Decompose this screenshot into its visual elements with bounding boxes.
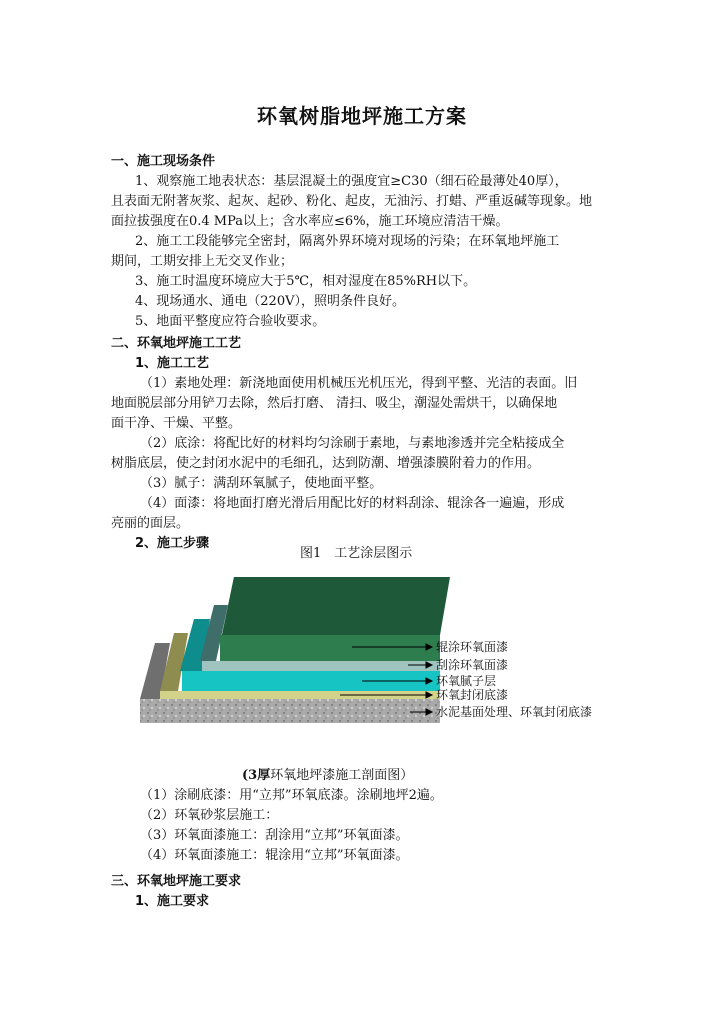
section-heading-3: 三、环氧地坪施工要求	[111, 874, 242, 889]
step-line: （1）涂刷底漆：用“立邦”环氧底漆。涂刷地坪2遍。	[140, 788, 443, 803]
figure-caption: 图1 工艺涂层图示	[300, 546, 413, 561]
section-drawing-caption: (3厚环氧地坪漆施工剖面图）	[242, 768, 414, 783]
paragraph-line: 且表面无附著灰浆、起灰、起砂、粉化、起皮，无油污、打蜡、严重返碱等现象。地	[111, 194, 593, 209]
paragraph-line: 地面脱层部分用铲刀去除，然后打磨、 清扫、吸尘，潮湿处需烘干，以确保地	[111, 396, 558, 411]
paragraph-line: 5、地面平整度应符合验收要求。	[135, 314, 326, 329]
step-line: （2）环氧砂浆层施工：	[140, 808, 279, 823]
paragraph-line: （4）面漆：将地面打磨光滑后用配比好的材料刮涂、辊涂各一遍遍，形成	[140, 496, 565, 511]
scraped-topcoat-layer	[202, 661, 440, 671]
subheading-requirements: 1、施工要求	[135, 894, 210, 909]
paragraph-line: 树脂底层，使之封闭水泥中的毛细孔，达到防潮、增强漆膜附着力的作用。	[111, 456, 541, 471]
paragraph-line: 面干净、干燥、平整。	[111, 416, 242, 431]
layer-label: 刮涂环氧面漆	[436, 658, 509, 672]
concrete-base-layer	[140, 699, 440, 723]
paragraph-line: 1、观察施工地表状态：基层混凝土的强度宜≥C30（细石砼最薄处40厚），	[135, 174, 568, 189]
layer-label: 水泥基面处理、环氧封闭底漆	[436, 705, 593, 719]
layer-label: 环氧封闭底漆	[436, 688, 509, 702]
section-heading-2: 二、环氧地坪施工工艺	[111, 336, 242, 351]
paragraph-line: 面拉拔强度在0.4 MPa以上；含水率应≤6%，施工环境应清洁干燥。	[111, 214, 509, 229]
paragraph-line: （1）素地处理：新浇地面使用机械压光机压光，得到平整、光洁的表面。旧	[140, 376, 578, 391]
coating-layers-figure	[130, 575, 630, 735]
paragraph-line: 亮丽的面层。	[111, 516, 190, 531]
layer-label: 环氧腻子层	[436, 674, 497, 688]
paragraph-line: 期间，工期安排上无交叉作业；	[111, 254, 294, 269]
paragraph-line: 2、施工工段能够完全密封，隔离外界环境对现场的污染；在环氧地坪施工	[135, 234, 560, 249]
subheading-process: 1、施工工艺	[135, 356, 210, 371]
document-title: 环氧树脂地坪施工方案	[257, 104, 467, 128]
paragraph-line: （2）底涂：将配比好的材料均匀涂刷于素地，与素地渗透并完全粘接成全	[140, 436, 565, 451]
paragraph-line: 4、现场通水、通电（220V），照明条件良好。	[135, 294, 405, 309]
step-line: （3）环氧面漆施工：刮涂用“立邦”环氧面漆。	[140, 828, 409, 843]
subheading-steps: 2、施工步骤	[135, 536, 210, 551]
paragraph-line: 3、施工时温度环境应大于5℃，相对湿度在85%RH以下。	[135, 274, 477, 289]
step-line: （4）环氧面漆施工：辊涂用“立邦”环氧面漆。	[140, 848, 409, 863]
layer-label: 辊涂环氧面漆	[436, 640, 509, 654]
paragraph-line: （3）腻子：满刮环氧腻子，使地面平整。	[140, 476, 383, 491]
section-heading-1: 一、施工现场条件	[111, 154, 216, 169]
